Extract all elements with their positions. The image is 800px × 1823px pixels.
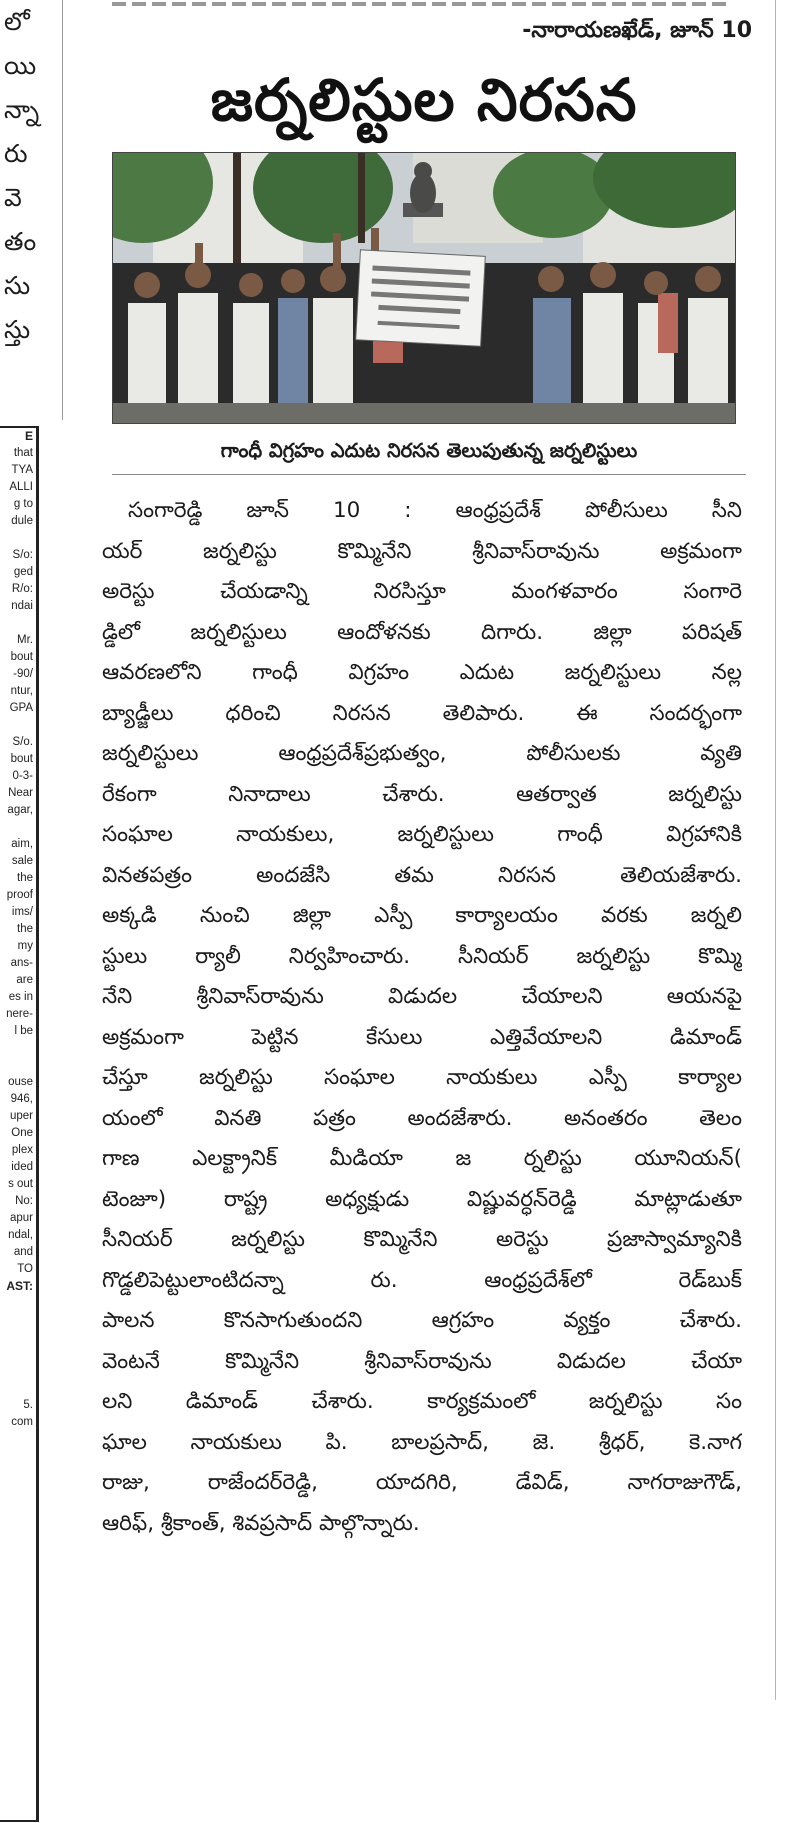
article-line: అక్రమంగా పెట్టిన కేసులు ఎత్తివేయాలని డిమాండ్ bbox=[102, 1024, 742, 1050]
article-line: సంగారెడ్డి జూన్ 10 : ఆంధ్రప్రదేశ్ పోలీసులు సీని bbox=[128, 498, 742, 523]
adjacent-article-line: స్తు bbox=[4, 315, 31, 344]
adjacent-article-lines bbox=[0, 0, 62, 352]
legal-notice-line: bout bbox=[10, 651, 33, 663]
article-line: రాజు, రాజేందర్‌రెడ్డి, యాదగిరి, డేవిడ్, నాగరాజుగౌడ్, bbox=[102, 1470, 742, 1495]
legal-notice-line bbox=[0, 1057, 36, 1074]
adjacent-article-line: రు bbox=[4, 139, 28, 168]
headline: జర్నలిస్టుల నిరసన bbox=[210, 66, 638, 134]
legal-notice-line: -90/ bbox=[13, 668, 33, 680]
legal-notice-line bbox=[0, 1329, 36, 1346]
adjacent-article-line: సు bbox=[4, 271, 31, 300]
adjacent-article-fragment bbox=[0, 0, 63, 420]
legal-notice-line: nere- bbox=[6, 1008, 33, 1020]
article-line: వినతపత్రం అందజేసి తమ నిరసన తెలియజేశారు. bbox=[102, 862, 742, 888]
legal-notice-line: ntur, bbox=[10, 685, 33, 697]
legal-notice-line: ims/ bbox=[11, 906, 33, 918]
legal-notice-line: the bbox=[17, 872, 33, 884]
legal-notice-line bbox=[0, 1040, 36, 1057]
article-line: టెంజూ) రాష్ట్ర అధ్యక్షుడు విష్ణువర్ధన్‌రెడ్డి మాట్లాడుతూ bbox=[102, 1186, 742, 1212]
legal-notice-line: AST: bbox=[6, 1279, 33, 1293]
article-line: గాణ ఎలక్ట్రానిక్ మీడియా జ ర్నలిస్టు యూనియన్( bbox=[102, 1146, 742, 1171]
dateline: -నారాయణఖేడ్, జూన్ 10 bbox=[522, 18, 752, 43]
article-line: వెంటనే కొమ్మినేని శ్రీనివాస్‌రావును విడుదల చేయా bbox=[102, 1348, 742, 1374]
legal-notice-line: sale bbox=[11, 855, 33, 867]
legal-notice-line: One bbox=[11, 1127, 33, 1139]
article-line: నేని శ్రీనివాస్‌రావును విడుదల చేయాలని ఆయనపై bbox=[102, 984, 742, 1009]
article-line: ఆవరణలోని గాంధీ విగ్రహం ఎదుట జర్నలిస్టులు నల్ల bbox=[102, 660, 742, 685]
legal-notice-line: E bbox=[24, 429, 33, 443]
article-line: లని డిమాండ్ చేశారు. కార్యక్రమంలో జర్నలిస్టు సం bbox=[102, 1389, 742, 1414]
legal-notice-line: are bbox=[16, 974, 33, 986]
legal-notice-line bbox=[0, 1312, 36, 1329]
adjacent-article-line: తం bbox=[4, 227, 37, 256]
article-line: అరెస్టు చేయడాన్ని నిరసిస్తూ మంగళవారం సంగారె bbox=[102, 579, 742, 604]
legal-notice-line: ans- bbox=[10, 957, 33, 969]
legal-notice-line: TYA bbox=[11, 464, 33, 476]
article-line: అక్కడి నుంచి జిల్లా ఎస్పీ కార్యాలయం వరకు జర్నలి bbox=[102, 903, 742, 928]
article-line: ఆరిఫ్, శ్రీకాంత్, శివప్రసాద్ పాల్గొన్నారు. bbox=[102, 1510, 420, 1536]
legal-notice-line: bout bbox=[10, 753, 33, 765]
article-line: రేకంగా నినాదాలు చేశారు. ఆతర్వాత జర్నలిస్టు bbox=[102, 781, 742, 807]
legal-notice-line: 5. bbox=[23, 1399, 33, 1411]
legal-notice-line: Near bbox=[8, 787, 33, 799]
article-line: స్టులు ర్యాలీ నిర్వహించారు. సీనియర్ జర్నలిస్టు కొమ్మి bbox=[102, 943, 742, 969]
legal-notice-line bbox=[0, 1363, 36, 1380]
legal-notice-line bbox=[0, 1295, 36, 1312]
article-line: ఘాల నాయకులు పి. బాలప్రసాద్, జె. శ్రీధర్, కె.నాగ bbox=[102, 1429, 742, 1455]
article-line: బ్యాడ్జీలు ధరించి నిరసన తెలిపారు. ఈ సందర్భంగా bbox=[102, 700, 742, 726]
legal-notice-line: R/o: bbox=[11, 583, 33, 595]
legal-notice-line bbox=[0, 1380, 36, 1397]
legal-notice-line: ouse bbox=[8, 1076, 33, 1088]
legal-notice-strip bbox=[0, 426, 39, 1822]
legal-notice-line: S/o: bbox=[12, 549, 33, 561]
adjacent-article-line: యి bbox=[4, 51, 37, 80]
legal-notice-line: ndal, bbox=[8, 1229, 33, 1241]
legal-notice-line: GPA bbox=[9, 702, 33, 714]
column-divider bbox=[775, 0, 776, 1700]
protest-photo-illustration bbox=[113, 153, 735, 423]
article-line: యంలో వినతి పత్రం అందజేశారు. అనంతరం తెలం bbox=[102, 1105, 742, 1131]
legal-notice-line: 946, bbox=[10, 1093, 33, 1105]
legal-notice-line: Mr. bbox=[17, 634, 33, 646]
legal-notice-line: the bbox=[17, 923, 33, 935]
legal-notice-line: uper bbox=[9, 1110, 33, 1122]
legal-notice-line: and bbox=[13, 1246, 33, 1258]
legal-notice-line: dule bbox=[11, 515, 33, 527]
article-line: చేస్తూ జర్నలిస్టు సంఘాల నాయకులు ఎస్పీ కార్యాల bbox=[102, 1065, 742, 1090]
legal-notice-line bbox=[0, 819, 36, 836]
legal-notice-line: l be bbox=[14, 1025, 33, 1037]
article-line: డ్డిలో జర్నలిస్టులు ఆందోళనకు దిగారు. జిల్లా పరిషత్ bbox=[102, 619, 742, 645]
legal-notice-line bbox=[0, 530, 36, 547]
protest-photo bbox=[112, 152, 736, 424]
legal-notice-line: apur bbox=[9, 1212, 33, 1224]
adjacent-article-line: వె bbox=[4, 183, 22, 212]
legal-notice-line bbox=[0, 1346, 36, 1363]
clipped-previous-line bbox=[92, 0, 756, 10]
legal-notice-line: ged bbox=[13, 566, 33, 578]
legal-notice-line: aim, bbox=[11, 838, 33, 850]
photo-caption: గాంధీ విగ్రహం ఎదుట నిరసన తెలుపుతున్న జర్నలిస్టులు bbox=[112, 436, 746, 475]
legal-notice-line: that bbox=[13, 447, 33, 459]
legal-notice-line: plex bbox=[11, 1144, 33, 1156]
legal-notice-line: g to bbox=[13, 498, 33, 510]
adjacent-article-line: న్నా bbox=[4, 95, 40, 124]
legal-notice-line: ndai bbox=[11, 600, 33, 612]
article-line: సంఘాల నాయకులు, జర్నలిస్టులు గాంధీ విగ్రహానికి bbox=[102, 822, 742, 847]
article-line: పాలన కొనసాగుతుందని ఆగ్రహం వ్యక్తం చేశారు. bbox=[102, 1308, 742, 1333]
legal-notice-line bbox=[0, 615, 36, 632]
article-body bbox=[102, 491, 742, 1544]
previous-line-text bbox=[112, 2, 726, 6]
legal-notice-line: TO bbox=[17, 1263, 33, 1275]
article-line: గొడ్డలిపెట్టులాంటిదన్నా రు. ఆంధ్రప్రదేశ్‌లో రెడ్‌బుక్ bbox=[102, 1267, 742, 1293]
legal-notice-lines bbox=[0, 428, 36, 1431]
legal-notice-line: ALLI bbox=[9, 481, 33, 493]
article-line: యర్ జర్నలిస్టు కొమ్మినేని శ్రీనివాస్‌రావును అక్రమంగా bbox=[102, 538, 742, 564]
legal-notice-line: 0-3- bbox=[12, 770, 33, 782]
legal-notice-line: s out bbox=[8, 1178, 33, 1190]
legal-notice-line: S/o. bbox=[12, 736, 33, 748]
legal-notice-line: No: bbox=[15, 1195, 33, 1207]
legal-notice-line: proof bbox=[6, 889, 33, 901]
article-line: సీనియర్ జర్నలిస్టు కొమ్మినేని అరెస్టు ప్రజాస్వామ్యానికి bbox=[102, 1227, 742, 1252]
legal-notice-line bbox=[0, 717, 36, 734]
news-article bbox=[92, 0, 756, 1544]
legal-notice-line: com bbox=[11, 1416, 33, 1428]
adjacent-article-line: లో bbox=[4, 7, 30, 36]
article-line: జర్నలిస్టులు ఆంధ్రప్రదేశ్‌ప్రభుత్వం, పోలీసులకు వ్యతి bbox=[102, 741, 742, 766]
legal-notice-line: ided bbox=[11, 1161, 33, 1173]
legal-notice-line: es in bbox=[8, 991, 33, 1003]
legal-notice-line: my bbox=[17, 940, 33, 952]
legal-notice-line: agar, bbox=[7, 804, 33, 816]
